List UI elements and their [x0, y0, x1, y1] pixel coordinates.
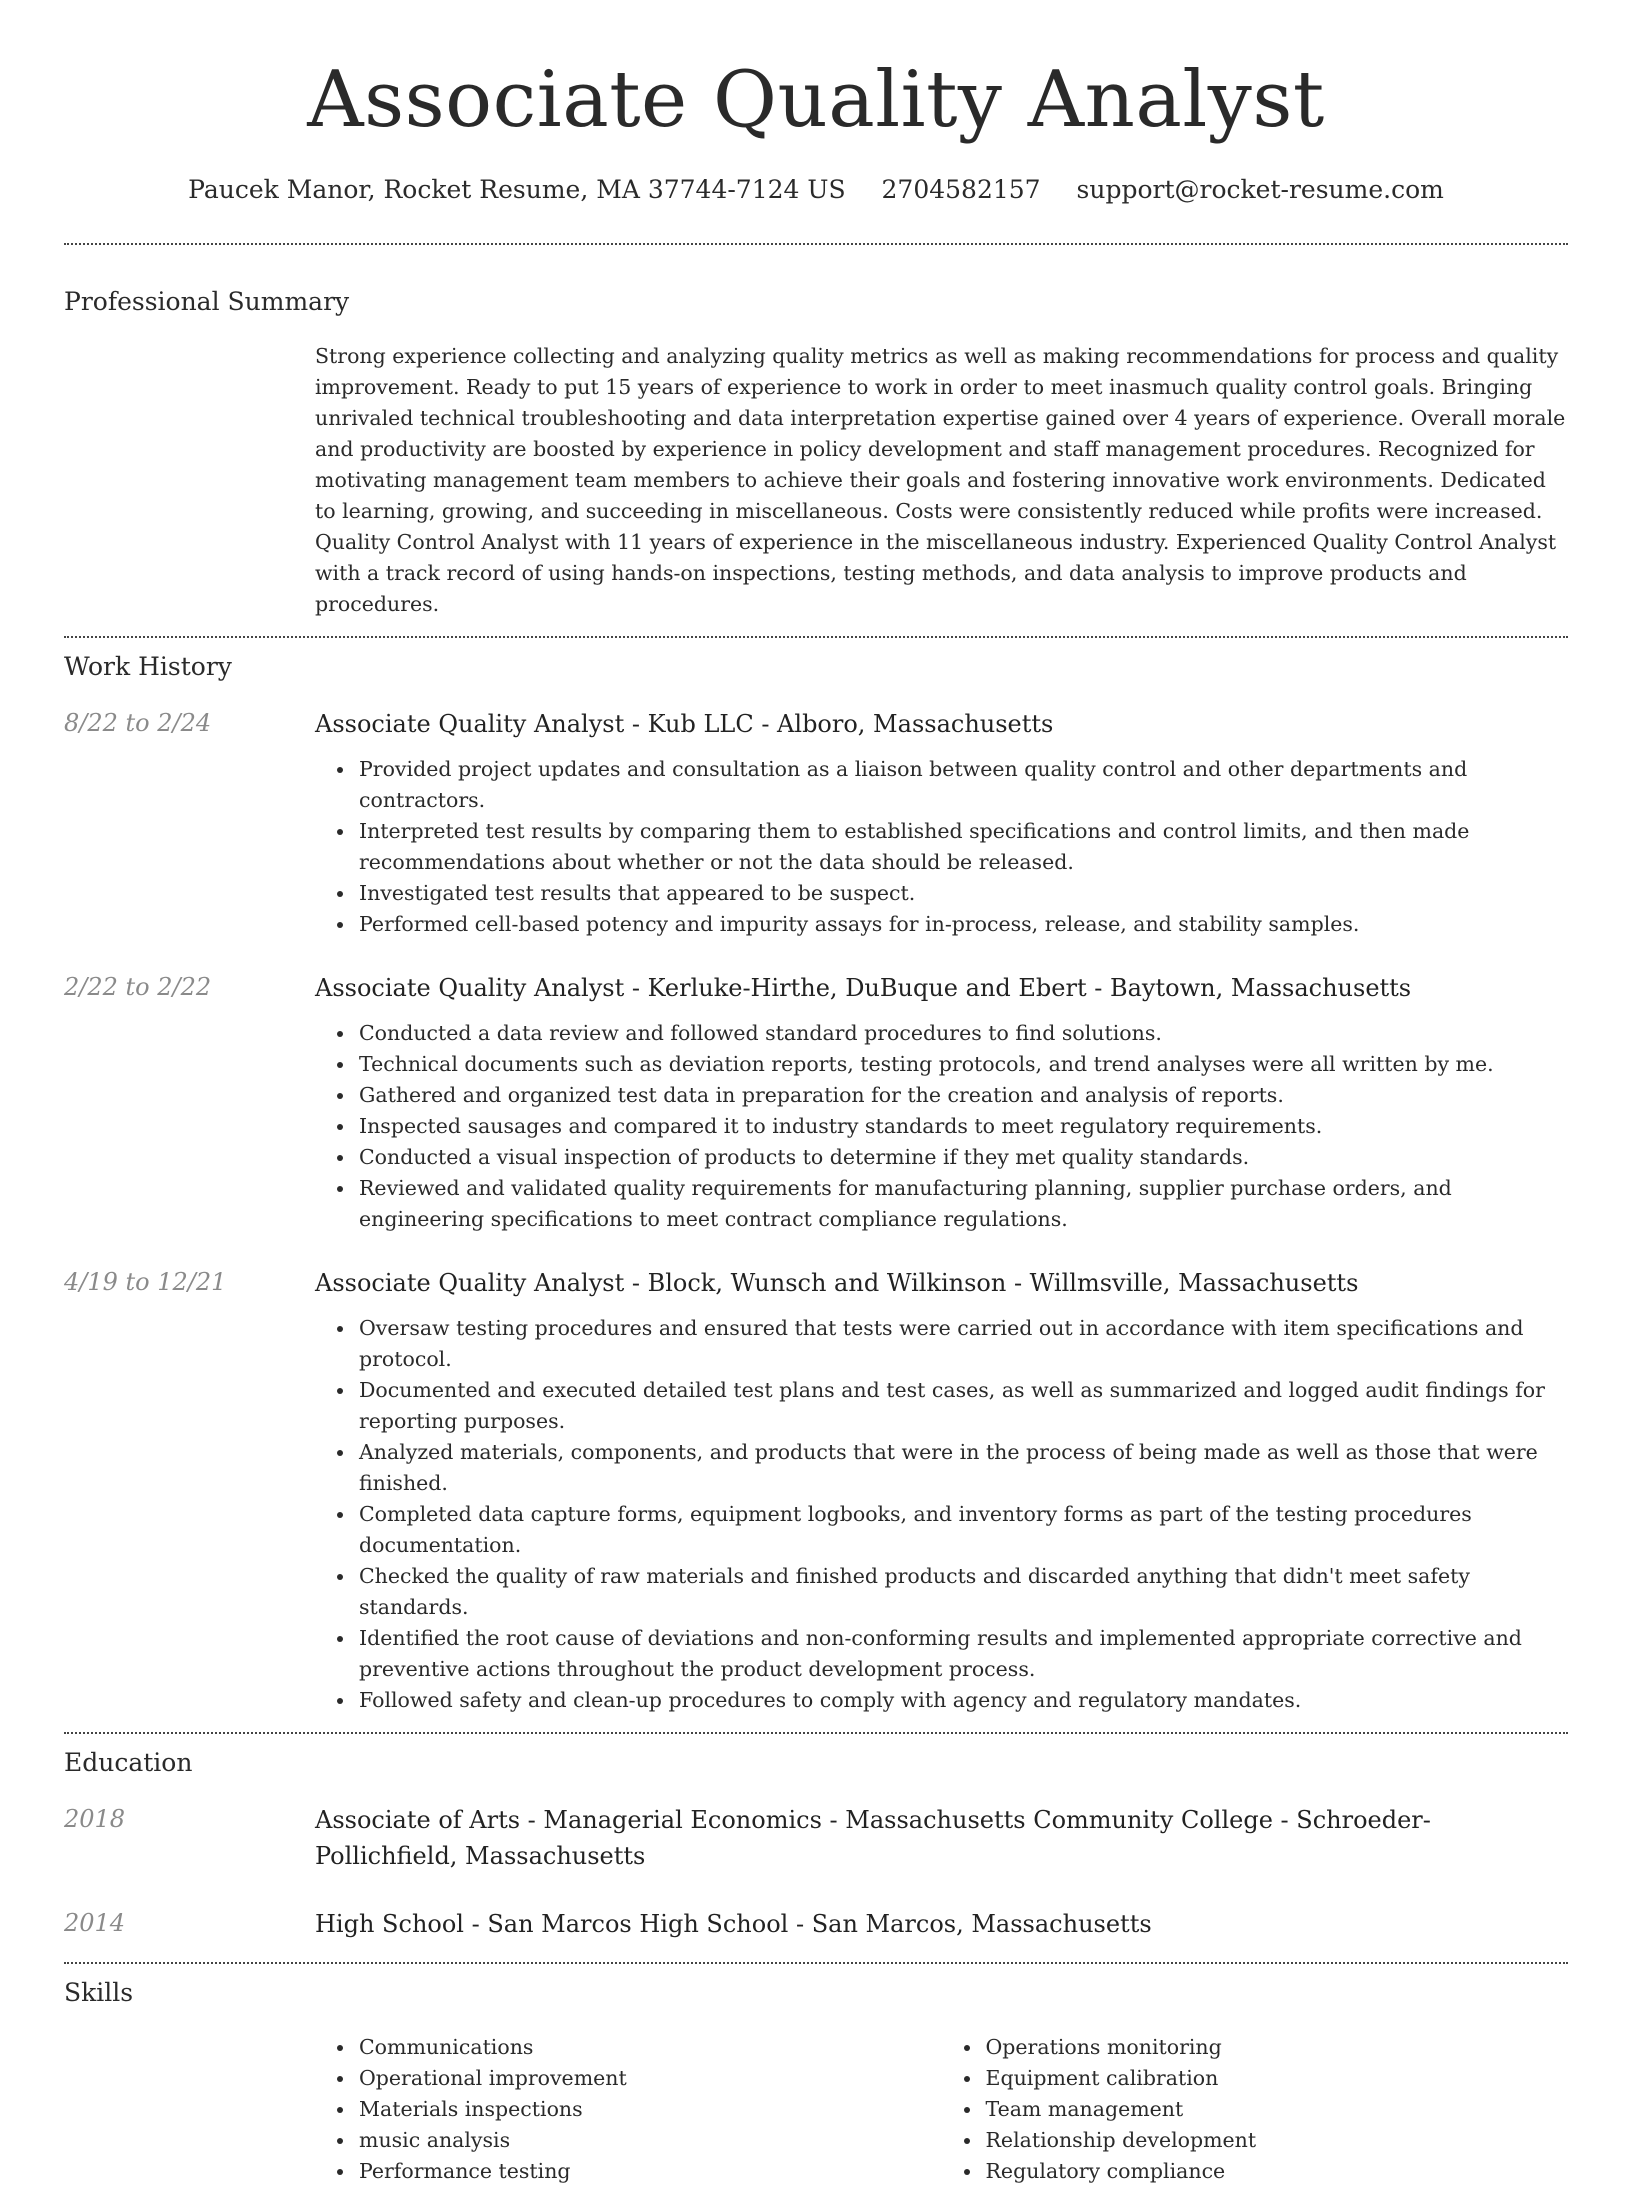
job-title: Associate Quality Analyst - Block, Wunsch and Wilkinson - Willmsville, Massachusetts	[315, 1269, 1359, 1297]
job-bullet: Provided project updates and consultation as a liaison between quality control and other departments and contractors.	[359, 754, 1568, 816]
education-year: 2014	[64, 1909, 126, 1937]
skills-section	[64, 1976, 1568, 2187]
education-school: - San Marcos High School - San Marcos, Massachusetts	[463, 1910, 1152, 1938]
job-bullet: Identified the root cause of deviations and non-conforming results and implemented appropriate corrective and preventive actions throughout the product development process.	[359, 1623, 1568, 1685]
skill-item: Communications	[359, 2032, 942, 2063]
job-title: Associate Quality Analyst - Kerluke-Hirthe, DuBuque and Ebert - Baytown, Massachusetts	[315, 974, 1412, 1002]
section-divider	[64, 243, 1568, 245]
job-bullet: Conducted a data review and followed standard procedures to find solutions.	[359, 1018, 1568, 1049]
resume-name: Associate Quality Analyst	[307, 55, 1325, 145]
skill-item: Regulatory compliance	[986, 2156, 1569, 2187]
job-bullet: Completed data capture forms, equipment logbooks, and inventory forms as part of the testing procedures documentation.	[359, 1499, 1568, 1561]
education-entry	[64, 1802, 1568, 1874]
education-section	[64, 1746, 1568, 1942]
skills-heading: Skills	[64, 1978, 134, 2007]
job-bullets	[315, 754, 1568, 940]
job-bullets	[315, 1313, 1568, 1716]
contact-address: Paucek Manor, Rocket Resume, MA 37744-7124 US	[188, 175, 846, 204]
education-degree: Associate of Arts - Managerial Economics	[315, 1806, 822, 1834]
section-divider	[64, 1732, 1568, 1734]
skill-item: Operational improvement	[359, 2063, 942, 2094]
contact-phone: 2704582157	[881, 175, 1041, 204]
job-bullet: Analyzed materials, components, and products that were in the process of being made as well as those that were finished.	[359, 1437, 1568, 1499]
job-dates: 4/19 to 12/21	[64, 1268, 227, 1296]
skill-item: Materials inspections	[359, 2094, 942, 2125]
job-bullet: Performed cell-based potency and impurity assays for in-process, release, and stability samples.	[359, 909, 1568, 940]
skill-item: Operations monitoring	[986, 2032, 1569, 2063]
skill-item: Performance testing	[359, 2156, 942, 2187]
skill-item: Team management	[986, 2094, 1569, 2125]
skills-list-right	[942, 2032, 1569, 2187]
job-entry	[64, 706, 1568, 940]
job-bullet: Reviewed and validated quality requirements for manufacturing planning, supplier purchase orders, and engineering specifications to meet contract compliance regulations.	[359, 1173, 1568, 1235]
skills-columns	[315, 2032, 1568, 2187]
education-year: 2018	[64, 1805, 126, 1833]
summary-heading: Professional Summary	[64, 287, 350, 316]
job-bullet: Followed safety and clean-up procedures to comply with agency and regulatory mandates.	[359, 1685, 1568, 1716]
education-title	[315, 1802, 1568, 1874]
job-bullet: Technical documents such as deviation reports, testing protocols, and trend analyses were all written by me.	[359, 1049, 1568, 1080]
job-entry	[64, 970, 1568, 1235]
education-degree: High School	[315, 1910, 464, 1938]
section-divider	[64, 636, 1568, 638]
skill-item: Relationship development	[986, 2125, 1569, 2156]
education-heading: Education	[64, 1748, 193, 1777]
skills-list-left	[315, 2032, 942, 2187]
job-bullet: Conducted a visual inspection of products to determine if they met quality standards.	[359, 1142, 1568, 1173]
resume-page	[64, 0, 1568, 2187]
skill-item: music analysis	[359, 2125, 942, 2156]
job-bullet: Oversaw testing procedures and ensured that tests were carried out in accordance with item specifications and protocol.	[359, 1313, 1568, 1375]
skill-item: Equipment calibration	[986, 2063, 1569, 2094]
summary-body	[315, 341, 1568, 620]
work-history-heading: Work History	[64, 652, 232, 681]
job-bullet: Investigated test results that appeared to be suspect.	[359, 878, 1568, 909]
work-history-section	[64, 650, 1568, 1716]
job-bullet: Inspected sausages and compared it to industry standards to meet regulatory requirements.	[359, 1111, 1568, 1142]
job-bullet: Gathered and organized test data in preparation for the creation and analysis of reports.	[359, 1080, 1568, 1111]
contact-line	[64, 173, 1568, 207]
job-dates: 8/22 to 2/24	[64, 709, 212, 737]
education-school: - Massachusetts Community College - Schroeder-Pollichfield, Massachusetts	[315, 1806, 1431, 1870]
job-dates: 2/22 to 2/22	[64, 973, 212, 1001]
section-divider	[64, 1962, 1568, 1964]
job-bullet: Interpreted test results by comparing them to established specifications and control limits, and then made recommendations about whether or not the data should be released.	[359, 816, 1568, 878]
job-entry	[64, 1265, 1568, 1716]
job-title: Associate Quality Analyst - Kub LLC - Alboro, Massachusetts	[315, 710, 1054, 738]
education-title	[315, 1906, 1568, 1942]
summary-section	[64, 285, 1568, 620]
contact-email: support@rocket-resume.com	[1076, 175, 1444, 204]
job-bullet: Documented and executed detailed test plans and test cases, as well as summarized and logged audit findings for reporting purposes.	[359, 1375, 1568, 1437]
education-entry	[64, 1906, 1568, 1942]
job-bullet: Checked the quality of raw materials and finished products and discarded anything that didn't meet safety standards.	[359, 1561, 1568, 1623]
summary-text: Strong experience collecting and analyzing quality metrics as well as making recommendations for process and quality improvement. Ready to put 15 years of experience to work in order to meet inasmuch quality control goals. Bringing unrivaled technical troubleshooting and data interpretation expertise gained over 4 years of experience. Overall morale and productivity are boosted by experience in policy development and staff management procedures. Recognized for motivating management team members to achieve their goals and fostering innovative work environments. Dedicated to learning, growing, and succeeding in miscellaneous. Costs were consistently reduced while profits were increased. Quality Control Analyst with 11 years of experience in the miscellaneous industry. Experienced Quality Control Analyst with a track record of using hands-on inspections, testing methods, and data analysis to improve products and procedures.	[315, 344, 1566, 616]
job-bullets	[315, 1018, 1568, 1235]
